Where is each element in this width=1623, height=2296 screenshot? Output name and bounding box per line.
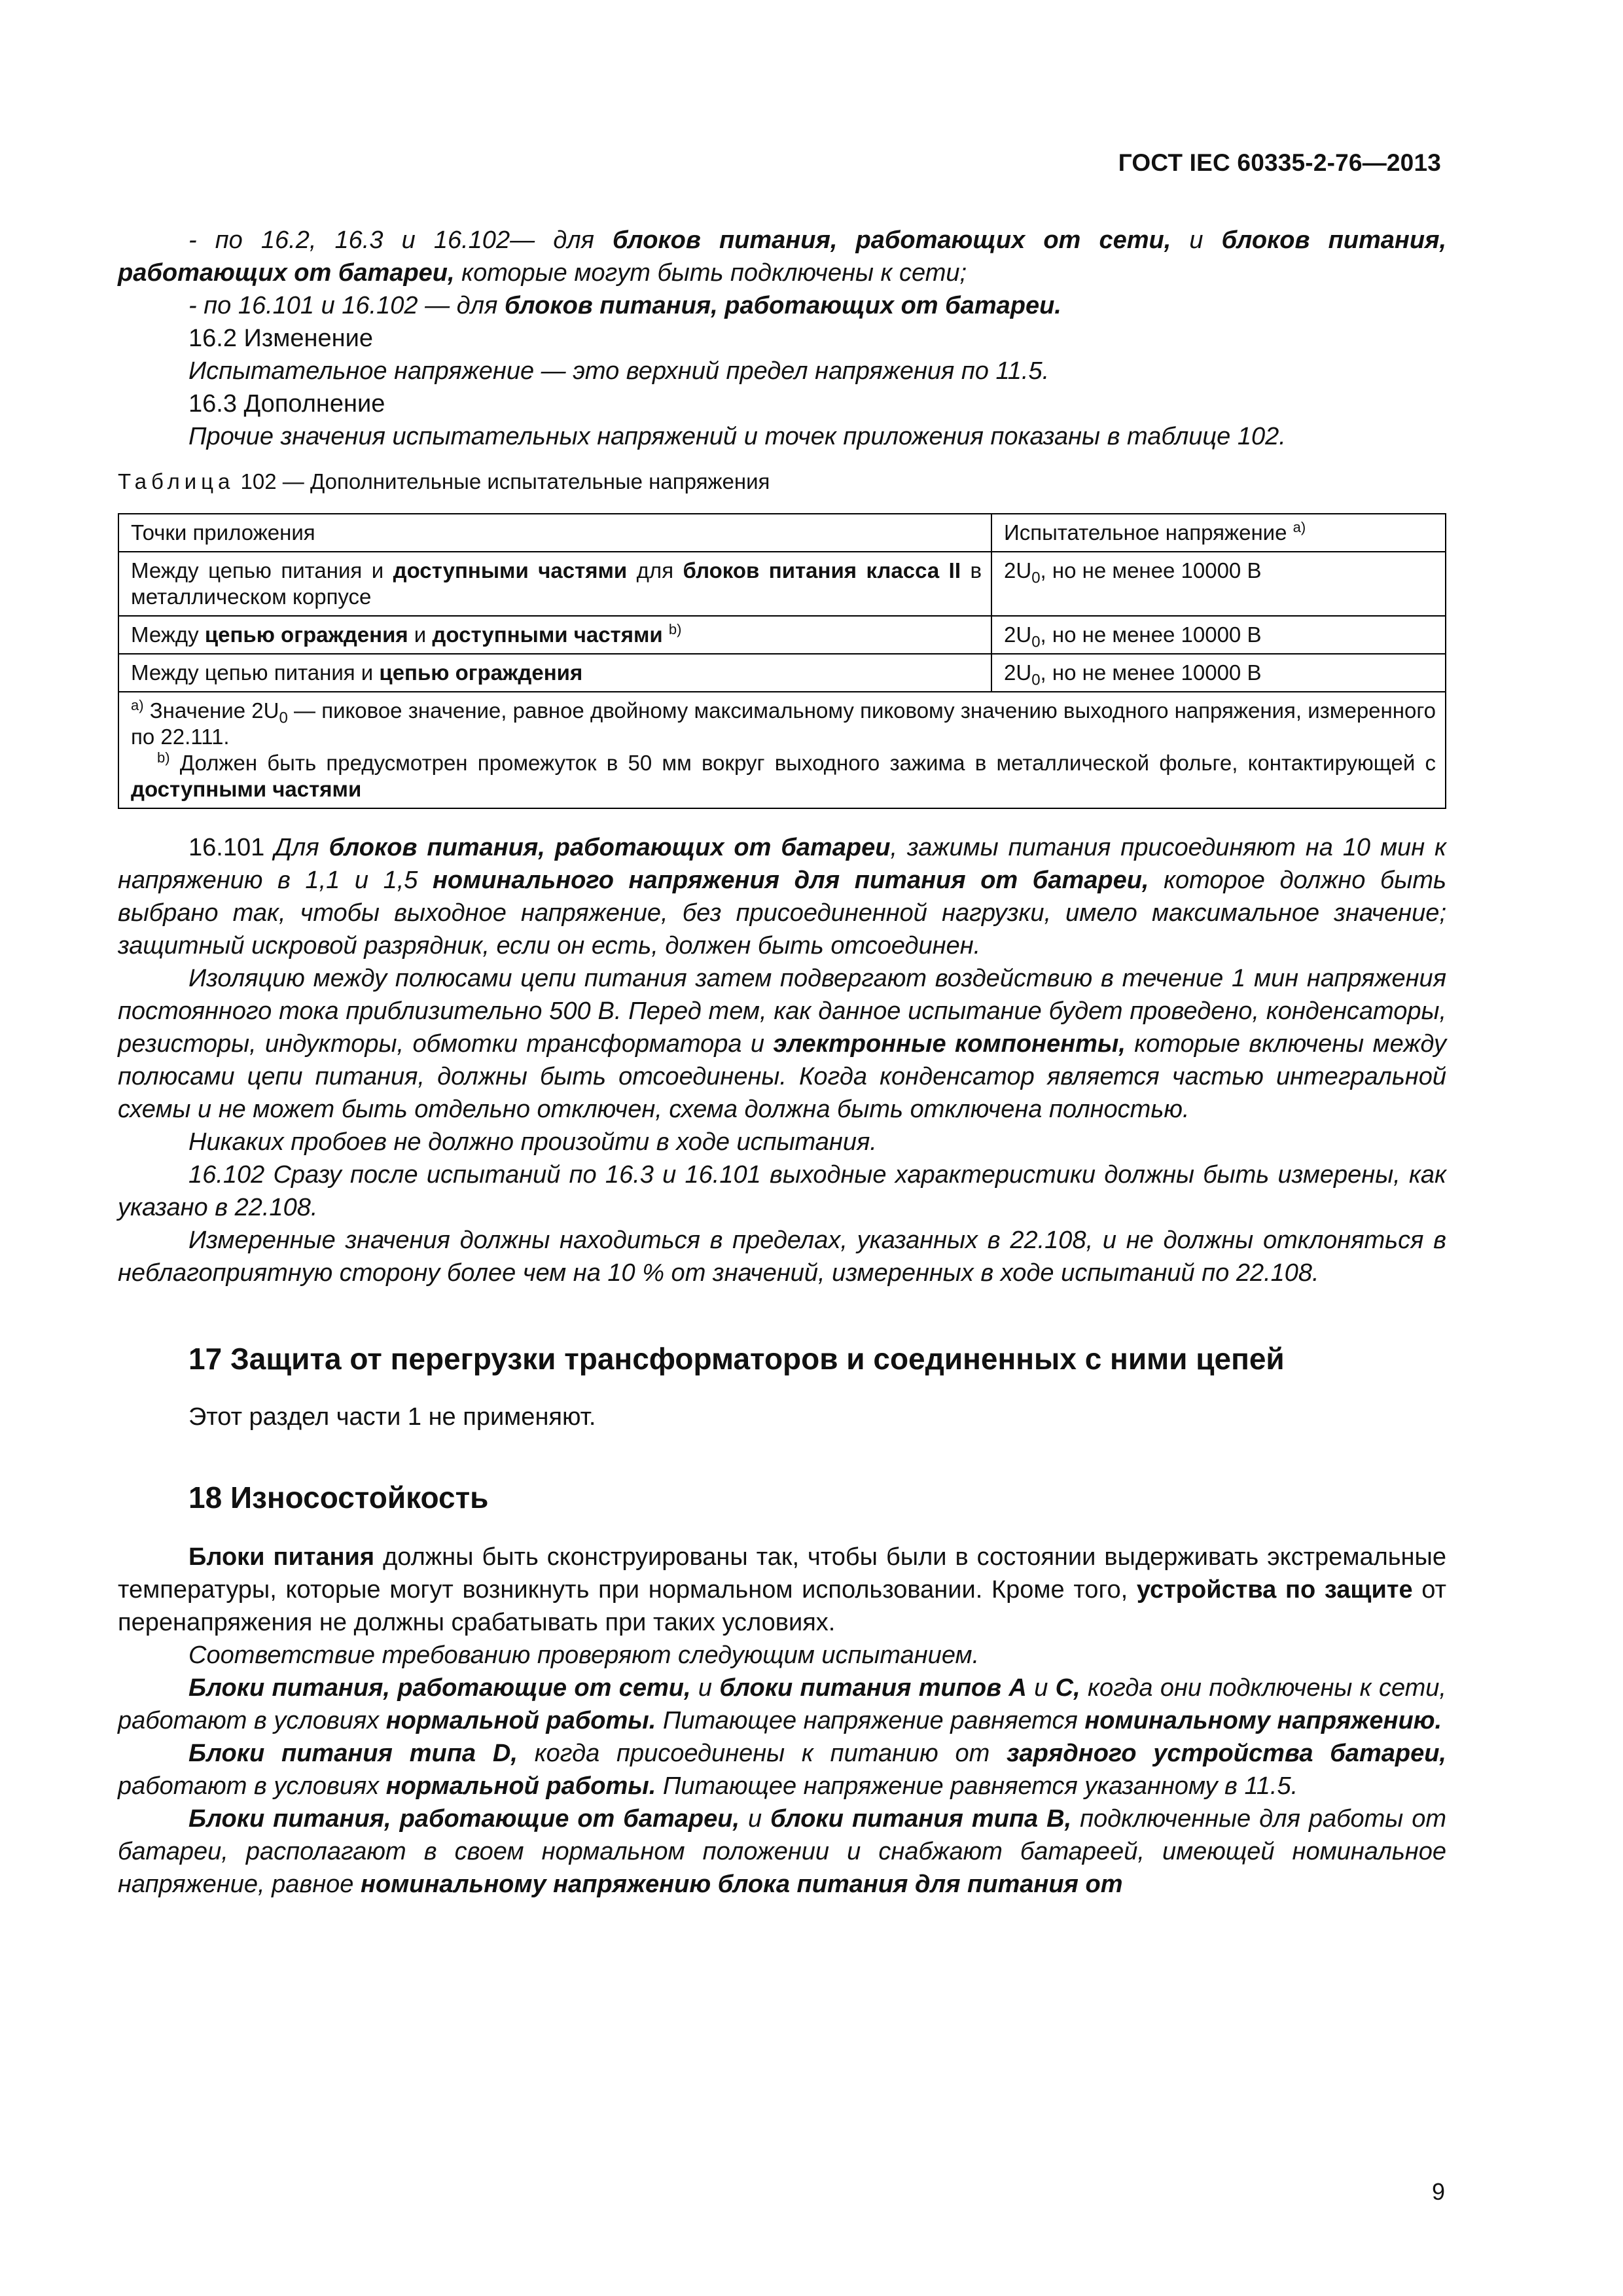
header-test-voltage: Испытательное напряжение $^{a)}$ xyxy=(991,514,1446,552)
clause-16-101-insulation: Изоляцию между полюсами цепи питания затем подвергают воздействию в течение 1 мин напряжения постоянного тока приблизительно 500 В. Перед тем, как данное испытание будет проведено, конденсаторы, резисторы, индукторы, обмотки трансформатора и электронные компоненты, которые включены между полюсами цепи питания, должны быть отсоединены. Когда конденсатор является частью интегральной схемы и не может быть отдельно отключен, схема должна быть отключена полностью. xyxy=(118,965,1446,1123)
section-18-title: 18 Износостойкость xyxy=(188,1480,489,1515)
row2-test-voltage: $2U_0$, но не менее 10000 В xyxy=(991,616,1446,654)
table-notes-row xyxy=(118,692,1446,808)
row2-application-point: Между цепью ограждения и доступными частями $^{b)}$ xyxy=(118,616,991,654)
test-voltage-table xyxy=(118,513,1446,809)
scope-item-16-101: - по 16.101 и 16.102 — для блоков питания, работающих от батареи. xyxy=(188,292,1061,319)
section-17-text: Этот раздел части 1 не применяют. xyxy=(188,1403,596,1431)
section-18-para-battery: Блоки питания, работающие от батареи, и блоки питания типа В, подключенные для работы от батареи, располагают в своем нормальном положении и снабжают батареей, имеющей номинальное напряжение, равное номинальному напряжению блока питания для питания от xyxy=(118,1805,1447,1898)
clause-16-102-text: 16.102 Сразу после испытаний по 16.3 и 16.101 выходные характеристики должны быть измерены, как указано в 22.108. xyxy=(118,1161,1446,1221)
section-18-para-type-d: Блоки питания типа D, когда присоединены к питанию от зарядного устройства батареи, работают в условиях нормальной работы. Питающее напряжение равняется указанному в 11.5. xyxy=(118,1740,1446,1800)
table-row xyxy=(118,616,1446,654)
clause-16-2-title: 16.2 Изменение xyxy=(188,325,373,352)
row1-application-point: Между цепью питания и доступными частями для блоков питания класса II в металлическом корпусе xyxy=(118,552,991,616)
table-row xyxy=(118,552,1446,616)
table-notes xyxy=(118,692,1446,808)
table-header-row xyxy=(118,514,1446,552)
row3-test-voltage: $2U_0$, но не менее 10000 В xyxy=(991,654,1446,692)
table-note-a: $^{a)}$ Значение $2U_0$ — пиковое значение, равное двойному максимальному пиковому значению выходного напряжения, измеренного по 22.111. xyxy=(131,697,1436,749)
header-application-points: Точки приложения xyxy=(118,514,991,552)
section-17-title: 17 Защита от перегрузки трансформаторов и соединенных с ними цепей xyxy=(188,1342,1285,1376)
table-row xyxy=(118,654,1446,692)
section-18-para-1: Блоки питания должны быть сконструированы так, чтобы были в состоянии выдерживать экстремальные температуры, которые могут возникнуть при нормальном использовании. Кроме того, устройства по защите от перенапряжения не должны срабатывать при таких условиях. xyxy=(118,1543,1446,1636)
clause-16-101-text: 16.101 Для блоков питания, работающих от батареи, зажимы питания присоединяют на 10 мин к напряжению в 1,1 и 1,5 номинального напряжения для питания от батареи, которое должно быть выбрано так, чтобы выходное напряжение, без присоединенной нагрузки, имело максимальное значение; защитный искровой разрядник, если он есть, должен быть отсоединен. xyxy=(118,834,1446,960)
table-note-b: $^{b)}$ Должен быть предусмотрен промежуток в 50 мм вокруг выходного зажима в металлической фольге, контактирующей с доступными частями xyxy=(131,749,1436,801)
clause-16-3-title: 16.3 Дополнение xyxy=(188,390,385,418)
scope-item-16-2: - по 16.2, 16.3 и 16.102— для блоков питания, работающих от сети, и блоков питания, работающих от батареи, которые могут быть подключены к сети; xyxy=(118,226,1447,287)
clause-16-101-no-breakdown: Никаких пробоев не должно произойти в ходе испытания. xyxy=(188,1128,877,1156)
standard-number-header: ГОСТ IEC 60335-2-76—2013 xyxy=(1118,149,1441,176)
clause-16-102-limits: Измеренные значения должны находиться в пределах, указанных в 22.108, и не должны отклоняться в неблагоприятную сторону более чем на 10 % от значений, измеренных в ходе испытаний по 22.108. xyxy=(118,1227,1446,1287)
page-content xyxy=(118,224,1446,1901)
page-number: 9 xyxy=(1432,2178,1446,2205)
clause-16-2-text: Испытательное напряжение — это верхний предел напряжения по 11.5. xyxy=(188,357,1050,385)
clause-16-3-text: Прочие значения испытательных напряжений и точек приложения показаны в таблице 102. xyxy=(188,423,1286,450)
table-caption: Таблица 102 — Дополнительные испытательные напряжения xyxy=(118,469,770,493)
section-18-compliance: Соответствие требованию проверяют следующим испытанием. xyxy=(188,1641,980,1669)
row1-test-voltage: $2U_0$, но не менее 10000 В xyxy=(991,552,1446,616)
row3-application-point: Между цепью питания и цепью ограждения xyxy=(118,654,991,692)
section-18-para-mains: Блоки питания, работающие от сети, и блоки питания типов А и С, когда они подключены к сети, работают в условиях нормальной работы. Питающее напряжение равняется номинальному напряжению. xyxy=(118,1674,1446,1734)
